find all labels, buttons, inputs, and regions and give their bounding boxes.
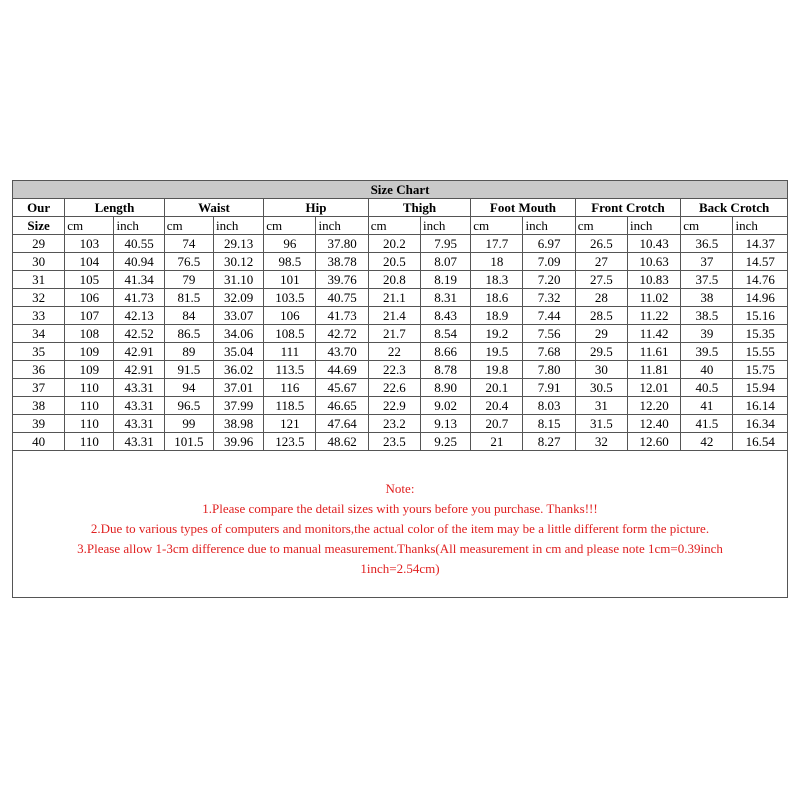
unit-inch-header: inch xyxy=(420,217,470,235)
measurement-cell: 99 xyxy=(164,415,213,433)
measurement-cell: 39.76 xyxy=(316,271,368,289)
measurement-cell: 12.20 xyxy=(627,397,680,415)
measurement-cell: 29.13 xyxy=(213,235,263,253)
measurement-cell: 41.73 xyxy=(316,307,368,325)
measurement-cell: 7.09 xyxy=(523,253,575,271)
measurement-cell: 45.67 xyxy=(316,379,368,397)
measurement-cell: 35.04 xyxy=(213,343,263,361)
measurement-cell: 31 xyxy=(575,397,627,415)
measurement-cell: 28 xyxy=(575,289,627,307)
measurement-cell: 21 xyxy=(471,433,523,451)
measurement-cell: 20.4 xyxy=(471,397,523,415)
measurement-cell: 22 xyxy=(368,343,420,361)
foot-mouth-header: Foot Mouth xyxy=(471,199,576,217)
measurement-cell: 39 xyxy=(681,325,733,343)
measurement-cell: 11.42 xyxy=(627,325,680,343)
table-row xyxy=(13,271,788,289)
measurement-cell: 16.34 xyxy=(733,415,788,433)
measurement-cell: 43.31 xyxy=(114,397,164,415)
measurement-cell: 40.94 xyxy=(114,253,164,271)
note-line-1: 1.Please compare the detail sizes with yours before you purchase. Thanks!!! xyxy=(202,501,598,516)
measurement-cell: 21.1 xyxy=(368,289,420,307)
measurement-cell: 110 xyxy=(65,397,114,415)
measurement-cell: 41.5 xyxy=(681,415,733,433)
measurement-cell: 111 xyxy=(264,343,316,361)
measurement-cell: 8.66 xyxy=(420,343,470,361)
front-crotch-header: Front Crotch xyxy=(575,199,681,217)
measurement-cell: 22.6 xyxy=(368,379,420,397)
table-row xyxy=(13,307,788,325)
measurement-cell: 41 xyxy=(681,397,733,415)
note-line-2: 2.Due to various types of computers and monitors,the actual color of the item may be a little different form the picture. xyxy=(90,521,710,536)
measurement-cell: 9.13 xyxy=(420,415,470,433)
measurement-cell: 109 xyxy=(65,361,114,379)
measurement-cell: 110 xyxy=(65,433,114,451)
measurement-cell: 21.7 xyxy=(368,325,420,343)
table-row xyxy=(13,433,788,451)
measurement-cell: 7.80 xyxy=(523,361,575,379)
unit-inch-header: inch xyxy=(523,217,575,235)
measurement-cell: 30 xyxy=(575,361,627,379)
measurement-cell: 81.5 xyxy=(164,289,213,307)
measurement-cell: 19.5 xyxy=(471,343,523,361)
measurement-cell: 18.6 xyxy=(471,289,523,307)
table-row xyxy=(13,415,788,433)
measurement-cell: 8.03 xyxy=(523,397,575,415)
unit-cm-header: cm xyxy=(681,217,733,235)
measurement-cell: 22.9 xyxy=(368,397,420,415)
size-cell: 36 xyxy=(13,361,65,379)
measurement-cell: 28.5 xyxy=(575,307,627,325)
size-cell: 39 xyxy=(13,415,65,433)
measurement-cell: 42.72 xyxy=(316,325,368,343)
measurement-cell: 43.70 xyxy=(316,343,368,361)
measurement-cell: 14.76 xyxy=(733,271,788,289)
measurement-cell: 7.32 xyxy=(523,289,575,307)
measurement-cell: 37.80 xyxy=(316,235,368,253)
measurement-cell: 19.8 xyxy=(471,361,523,379)
measurement-cell: 8.19 xyxy=(420,271,470,289)
measurement-cell: 39.5 xyxy=(681,343,733,361)
table-row xyxy=(13,379,788,397)
measurement-cell: 8.07 xyxy=(420,253,470,271)
size-chart-table xyxy=(12,180,788,451)
measurement-cell: 38.78 xyxy=(316,253,368,271)
measurement-cell: 32 xyxy=(575,433,627,451)
measurement-cell: 43.31 xyxy=(114,415,164,433)
measurement-cell: 11.81 xyxy=(627,361,680,379)
measurement-cell: 101 xyxy=(264,271,316,289)
size-cell: 37 xyxy=(13,379,65,397)
measurement-cell: 18.3 xyxy=(471,271,523,289)
measurement-cell: 10.83 xyxy=(627,271,680,289)
measurement-cell: 94 xyxy=(164,379,213,397)
measurement-cell: 20.8 xyxy=(368,271,420,289)
measurement-cell: 41.34 xyxy=(114,271,164,289)
measurement-cell: 74 xyxy=(164,235,213,253)
measurement-cell: 22.3 xyxy=(368,361,420,379)
measurement-cell: 7.91 xyxy=(523,379,575,397)
measurement-cell: 19.2 xyxy=(471,325,523,343)
unit-inch-header: inch xyxy=(627,217,680,235)
measurement-cell: 20.7 xyxy=(471,415,523,433)
measurement-cell: 105 xyxy=(65,271,114,289)
measurement-cell: 96 xyxy=(264,235,316,253)
measurement-cell: 91.5 xyxy=(164,361,213,379)
measurement-cell: 108.5 xyxy=(264,325,316,343)
unit-inch-header: inch xyxy=(213,217,263,235)
measurement-cell: 43.31 xyxy=(114,379,164,397)
unit-inch-header: inch xyxy=(114,217,164,235)
waist-header: Waist xyxy=(164,199,263,217)
measurement-cell: 16.54 xyxy=(733,433,788,451)
size-cell: 34 xyxy=(13,325,65,343)
size-cell: 29 xyxy=(13,235,65,253)
measurement-cell: 47.64 xyxy=(316,415,368,433)
measurement-cell: 26.5 xyxy=(575,235,627,253)
measurement-cell: 37 xyxy=(681,253,733,271)
measurement-cell: 7.95 xyxy=(420,235,470,253)
size-cell: 32 xyxy=(13,289,65,307)
measurement-cell: 8.78 xyxy=(420,361,470,379)
table-row xyxy=(13,397,788,415)
measurement-cell: 118.5 xyxy=(264,397,316,415)
measurement-cell: 33.07 xyxy=(213,307,263,325)
measurement-cell: 8.15 xyxy=(523,415,575,433)
measurement-cell: 42.13 xyxy=(114,307,164,325)
measurement-cell: 18.9 xyxy=(471,307,523,325)
measurement-cell: 31.10 xyxy=(213,271,263,289)
measurement-cell: 12.01 xyxy=(627,379,680,397)
measurement-cell: 15.75 xyxy=(733,361,788,379)
measurement-cell: 15.55 xyxy=(733,343,788,361)
measurement-cell: 38.98 xyxy=(213,415,263,433)
measurement-cell: 123.5 xyxy=(264,433,316,451)
measurement-cell: 12.40 xyxy=(627,415,680,433)
measurement-cell: 106 xyxy=(264,307,316,325)
table-row xyxy=(13,235,788,253)
measurement-cell: 110 xyxy=(65,415,114,433)
measurement-cell: 23.2 xyxy=(368,415,420,433)
unit-cm-header: cm xyxy=(368,217,420,235)
measurement-cell: 104 xyxy=(65,253,114,271)
chart-title: Size Chart xyxy=(13,181,788,199)
measurement-cell: 38.5 xyxy=(681,307,733,325)
measurement-cell: 30.5 xyxy=(575,379,627,397)
measurement-cell: 23.5 xyxy=(368,433,420,451)
measurement-cell: 43.31 xyxy=(114,433,164,451)
measurement-cell: 103 xyxy=(65,235,114,253)
measurement-cell: 121 xyxy=(264,415,316,433)
measurement-cell: 31.5 xyxy=(575,415,627,433)
note-line-3: 3.Please allow 1-3cm difference due to manual measurement.Thanks(All measurement in cm and please note 1cm=0.39inch xyxy=(77,541,723,556)
measurement-cell: 42 xyxy=(681,433,733,451)
measurement-cell: 98.5 xyxy=(264,253,316,271)
measurement-cell: 76.5 xyxy=(164,253,213,271)
measurement-cell: 41.73 xyxy=(114,289,164,307)
measurement-cell: 108 xyxy=(65,325,114,343)
measurement-cell: 40.55 xyxy=(114,235,164,253)
measurement-cell: 27 xyxy=(575,253,627,271)
measurement-cell: 10.63 xyxy=(627,253,680,271)
measurement-cell: 8.43 xyxy=(420,307,470,325)
measurement-cell: 9.25 xyxy=(420,433,470,451)
measurement-cell: 21.4 xyxy=(368,307,420,325)
measurement-cell: 107 xyxy=(65,307,114,325)
hip-header: Hip xyxy=(264,199,369,217)
size-cell: 40 xyxy=(13,433,65,451)
measurement-cell: 20.1 xyxy=(471,379,523,397)
measurement-cell: 10.43 xyxy=(627,235,680,253)
measurement-cell: 34.06 xyxy=(213,325,263,343)
unit-cm-header: cm xyxy=(264,217,316,235)
table-row xyxy=(13,361,788,379)
measurement-cell: 14.96 xyxy=(733,289,788,307)
table-row xyxy=(13,289,788,307)
measurement-cell: 14.37 xyxy=(733,235,788,253)
back-crotch-header: Back Crotch xyxy=(681,199,788,217)
measurement-cell: 15.35 xyxy=(733,325,788,343)
measurement-cell: 36.02 xyxy=(213,361,263,379)
measurement-cell: 103.5 xyxy=(264,289,316,307)
measurement-cell: 11.22 xyxy=(627,307,680,325)
measurement-cell: 36.5 xyxy=(681,235,733,253)
measurement-cell: 109 xyxy=(65,343,114,361)
measurement-cell: 17.7 xyxy=(471,235,523,253)
measurement-cell: 20.5 xyxy=(368,253,420,271)
measurement-cell: 7.56 xyxy=(523,325,575,343)
table-row xyxy=(13,343,788,361)
table-row xyxy=(13,253,788,271)
measurement-cell: 20.2 xyxy=(368,235,420,253)
measurement-cell: 27.5 xyxy=(575,271,627,289)
measurement-cell: 9.02 xyxy=(420,397,470,415)
note-line-4: 1inch=2.54cm) xyxy=(360,561,440,576)
measurement-cell: 32.09 xyxy=(213,289,263,307)
measurement-cell: 89 xyxy=(164,343,213,361)
measurement-cell: 38 xyxy=(681,289,733,307)
measurement-cell: 11.02 xyxy=(627,289,680,307)
measurement-cell: 96.5 xyxy=(164,397,213,415)
table-row xyxy=(13,325,788,343)
size-cell: 35 xyxy=(13,343,65,361)
measurement-cell: 7.20 xyxy=(523,271,575,289)
measurement-cell: 46.65 xyxy=(316,397,368,415)
measurement-cell: 8.31 xyxy=(420,289,470,307)
measurement-cell: 7.68 xyxy=(523,343,575,361)
size-rows xyxy=(13,235,788,451)
measurement-cell: 30.12 xyxy=(213,253,263,271)
unit-inch-header: inch xyxy=(733,217,788,235)
measurement-cell: 110 xyxy=(65,379,114,397)
measurement-cell: 8.54 xyxy=(420,325,470,343)
unit-cm-header: cm xyxy=(164,217,213,235)
measurement-cell: 16.14 xyxy=(733,397,788,415)
unit-cm-header: cm xyxy=(65,217,114,235)
note-box xyxy=(12,451,788,598)
measurement-cell: 40 xyxy=(681,361,733,379)
measurement-cell: 113.5 xyxy=(264,361,316,379)
note-heading: Note: xyxy=(385,481,415,496)
our-size-header: Our xyxy=(13,199,65,217)
measurement-cell: 86.5 xyxy=(164,325,213,343)
thigh-header: Thigh xyxy=(368,199,471,217)
measurement-cell: 42.91 xyxy=(114,343,164,361)
size-cell: 33 xyxy=(13,307,65,325)
measurement-cell: 40.5 xyxy=(681,379,733,397)
size-chart xyxy=(12,180,788,598)
measurement-cell: 15.16 xyxy=(733,307,788,325)
measurement-cell: 42.52 xyxy=(114,325,164,343)
measurement-cell: 101.5 xyxy=(164,433,213,451)
measurement-cell: 116 xyxy=(264,379,316,397)
measurement-cell: 29.5 xyxy=(575,343,627,361)
unit-cm-header: cm xyxy=(575,217,627,235)
measurement-cell: 37.01 xyxy=(213,379,263,397)
measurement-cell: 37.5 xyxy=(681,271,733,289)
measurement-cell: 42.91 xyxy=(114,361,164,379)
measurement-cell: 12.60 xyxy=(627,433,680,451)
measurement-cell: 39.96 xyxy=(213,433,263,451)
measurement-cell: 11.61 xyxy=(627,343,680,361)
measurement-cell: 6.97 xyxy=(523,235,575,253)
measurement-cell: 44.69 xyxy=(316,361,368,379)
measurement-cell: 8.90 xyxy=(420,379,470,397)
measurement-cell: 84 xyxy=(164,307,213,325)
unit-cm-header: cm xyxy=(471,217,523,235)
length-header: Length xyxy=(65,199,164,217)
measurement-cell: 15.94 xyxy=(733,379,788,397)
measurement-cell: 14.57 xyxy=(733,253,788,271)
measurement-cell: 79 xyxy=(164,271,213,289)
measurement-cell: 48.62 xyxy=(316,433,368,451)
measurement-cell: 40.75 xyxy=(316,289,368,307)
measurement-cell: 29 xyxy=(575,325,627,343)
measurement-cell: 8.27 xyxy=(523,433,575,451)
size-cell: 38 xyxy=(13,397,65,415)
size-cell: 31 xyxy=(13,271,65,289)
size-cell: 30 xyxy=(13,253,65,271)
our-size-header-line2: Size xyxy=(13,217,65,235)
measurement-cell: 7.44 xyxy=(523,307,575,325)
measurement-cell: 106 xyxy=(65,289,114,307)
measurement-cell: 37.99 xyxy=(213,397,263,415)
unit-row xyxy=(13,217,788,235)
unit-inch-header: inch xyxy=(316,217,368,235)
measurement-cell: 18 xyxy=(471,253,523,271)
